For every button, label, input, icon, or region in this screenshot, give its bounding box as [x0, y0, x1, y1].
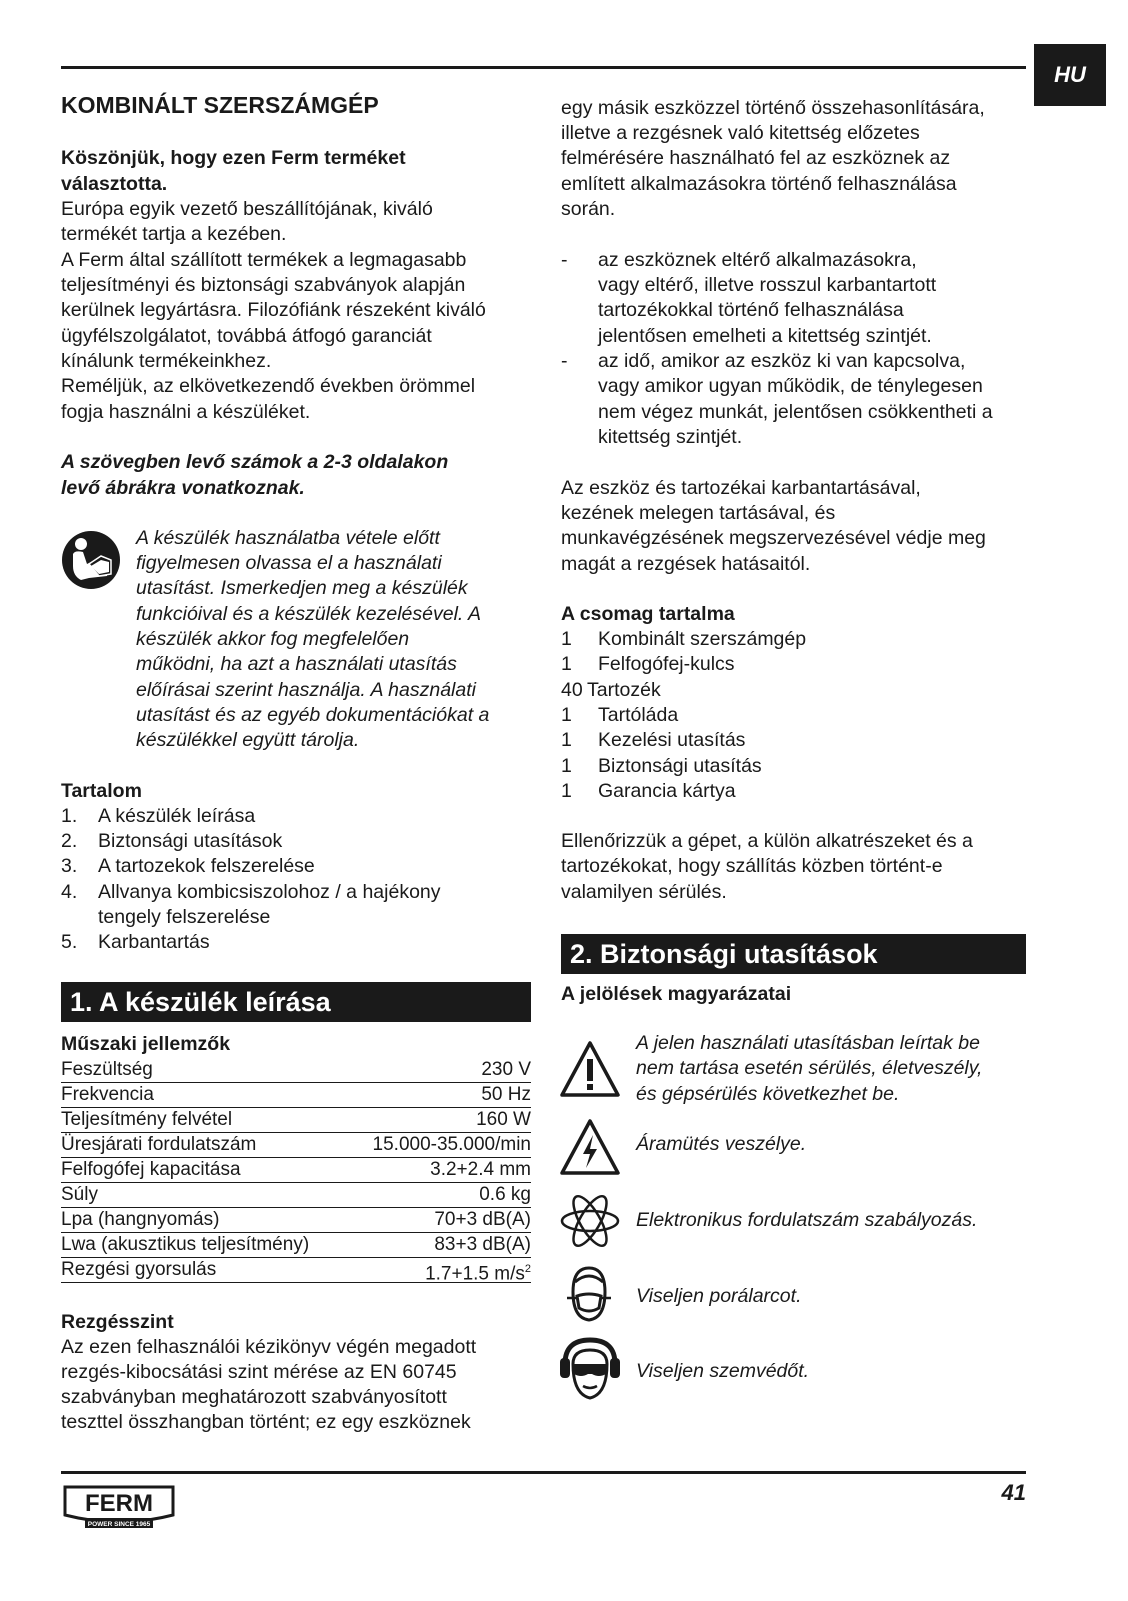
ferm-logo — [63, 1485, 175, 1531]
spec-value: 230 V — [481, 1059, 531, 1080]
intro-line: A Ferm által szállított termékek a legmagasabb — [61, 249, 467, 271]
numbers-note-line: A szövegben levő számok a 2-3 oldalakon — [61, 451, 449, 473]
read-manual-line: készülék akkor fog megfelelően — [136, 628, 410, 650]
symbols-title: A jelölések magyarázatai — [561, 983, 792, 1005]
intro-line: teljesítményi és biztonsági szabványok alapján — [61, 274, 466, 296]
spec-label: Súly — [61, 1184, 98, 1205]
spec-label: Feszültség — [61, 1059, 153, 1080]
bullet-dash: - — [561, 249, 568, 271]
section-1-heading: 1. A készülék leírása — [61, 982, 531, 1022]
spec-row — [61, 1232, 531, 1258]
eye-protection-icon — [559, 1336, 621, 1402]
thanks-line-1: Köszönjük, hogy ezen Ferm terméket — [61, 147, 406, 169]
spec-value: 50 Hz — [481, 1084, 531, 1105]
symbol-text: és gépsérülés következhet be. — [636, 1083, 900, 1105]
spec-label: Frekvencia — [61, 1084, 154, 1105]
spec-label: Lwa (akusztikus teljesítmény) — [61, 1234, 310, 1255]
contents-num: 3. — [61, 855, 78, 877]
contents-num: 4. — [61, 881, 78, 903]
section-2-heading: 2. Biztonsági utasítások — [561, 934, 1026, 974]
contents-num: 2. — [61, 830, 78, 852]
page-title: KOMBINÁLT SZERSZÁMGÉP — [61, 92, 379, 118]
electronic-speed-icon — [559, 1192, 621, 1250]
bullet-dash: - — [561, 350, 568, 372]
spec-label: Teljesítmény felvétel — [61, 1109, 233, 1130]
vibration-line: teszttel összhangban történt; ez egy eszköznek — [61, 1411, 471, 1433]
check-line: Ellenőrizzük a gépet, a külön alkatrészeket és a — [561, 830, 973, 852]
read-manual-line: utasítást és az egyéb dokumentációkat a — [136, 704, 490, 726]
numbers-note-line: levő ábrákra vonatkoznak. — [61, 477, 305, 499]
spec-row — [61, 1157, 531, 1183]
bullet-line: az eszköznek eltérő alkalmazásokra, — [598, 249, 917, 271]
package-item: Tartóláda — [598, 704, 679, 726]
thanks-line-2: választotta. — [61, 173, 168, 195]
package-item: Biztonsági utasítás — [598, 755, 762, 777]
package-item: Kezelési utasítás — [598, 729, 746, 751]
spec-value-text: 1.7+1.5 m/s — [425, 1263, 525, 1285]
logo-brand: FERM — [85, 1490, 153, 1517]
package-item: Kombinált szerszámgép — [598, 628, 807, 650]
spec-value: 160 W — [476, 1109, 531, 1130]
read-manual-line: A készülék használatba vétele előtt — [136, 527, 440, 549]
bullet-line: tartozékokkal történő felhasználása — [598, 299, 904, 321]
package-item: Felfogófej-kulcs — [598, 653, 735, 675]
spec-value: 83+3 dB(A) — [434, 1234, 531, 1255]
package-qty: 40 — [561, 679, 583, 701]
check-line: valamilyen sérülés. — [561, 881, 727, 903]
contents-item: tengely felszerelése — [98, 906, 271, 928]
bullet-line: vagy amikor ugyan működik, de ténylegesen — [598, 375, 983, 397]
intro-line: ügyfélszolgálatot, továbbá átfogó garanciát — [61, 325, 432, 347]
contents-item: A készülék leírása — [98, 805, 256, 827]
package-qty: 1 — [561, 704, 572, 726]
read-manual-line: működni, ha azt a használati utasítás — [136, 653, 457, 675]
contents-item: Biztonsági utasítások — [98, 830, 283, 852]
read-manual-line: utasítást. Ismerkedjen meg a készülék — [136, 577, 468, 599]
bottom-rule — [61, 1471, 1026, 1474]
protect-line: magát a rezgések hatásaitól. — [561, 553, 811, 575]
spec-label: Üresjárati fordulatszám — [61, 1134, 257, 1155]
continuation-line: említett alkalmazásokra történő felhasználása — [561, 173, 957, 195]
spec-row — [61, 1082, 531, 1108]
symbol-text: Áramütés veszélye. — [636, 1133, 807, 1155]
intro-line: kerülnek legyártásra. Filozófiánk részeként kiváló — [61, 299, 486, 321]
dust-mask-icon — [563, 1262, 615, 1326]
spec-row — [61, 1257, 531, 1283]
protect-line: kezének melegen tartásával, és — [561, 502, 836, 524]
bullet-line: az idő, amikor az eszköz ki van kapcsolva, — [598, 350, 966, 372]
vibration-line: rezgés-kibocsátási szint mérése az EN 60745 — [61, 1361, 457, 1383]
vibration-title: Rezgésszint — [61, 1311, 174, 1333]
specs-title: Műszaki jellemzők — [61, 1033, 231, 1055]
contents-num: 5. — [61, 931, 78, 953]
symbol-text: Viseljen szemvédőt. — [636, 1360, 810, 1382]
spec-row — [61, 1207, 531, 1233]
package-item: Garancia kártya — [598, 780, 736, 802]
spec-row — [61, 1182, 531, 1208]
spec-value: 15.000-35.000/min — [372, 1134, 531, 1155]
continuation-line: során. — [561, 198, 616, 220]
bullet-line: jelentősen emelheti a kitettség szintjét. — [598, 325, 932, 347]
spec-value — [425, 1257, 531, 1285]
contents-item: Allvanya kombicsiszolohoz / a hajékony — [98, 881, 441, 903]
read-manual-line: funkcióival és a készülék kezelésével. A — [136, 603, 482, 625]
spec-row — [61, 1132, 531, 1158]
contents-item: Karbantartás — [98, 931, 210, 953]
intro-line: termékét tartja a kezében. — [61, 223, 287, 245]
package-qty: 1 — [561, 653, 572, 675]
continuation-line: felmérésére használható fel az eszköznek az — [561, 147, 951, 169]
read-manual-line: készülékkel együtt tárolja. — [136, 729, 360, 751]
read-manual-icon — [61, 530, 121, 590]
intro-line: fogja használni a készüléket. — [61, 401, 311, 423]
spec-value: 3.2+2.4 mm — [430, 1159, 531, 1180]
symbol-text: A jelen használati utasításban leírtak be — [636, 1032, 980, 1054]
bullet-line: vagy eltérő, illetve rosszul karbantartott — [598, 274, 937, 296]
read-manual-line: figyelmesen olvassa el a használati — [136, 552, 442, 574]
package-qty: 1 — [561, 628, 572, 650]
page-number: 41 — [1001, 1480, 1026, 1505]
package-qty: 1 — [561, 780, 572, 802]
spec-value: 0.6 kg — [479, 1184, 531, 1205]
symbol-text: nem tartása esetén sérülés, életveszély, — [636, 1057, 983, 1079]
spec-label: Rezgési gyorsulás — [61, 1259, 217, 1280]
continuation-line: illetve a rezgésnek való kitettség előzetes — [561, 122, 920, 144]
read-manual-line: előírásai szerint használja. A használati — [136, 679, 476, 701]
package-title: A csomag tartalma — [561, 603, 735, 625]
language-tab: HU — [1034, 44, 1106, 106]
contents-item: A tartozekok felszerelése — [98, 855, 315, 877]
bullet-line: nem végez munkát, jelentősen csökkentheti a — [598, 401, 993, 423]
spec-value-superscript: 2 — [524, 1263, 531, 1275]
warning-icon — [559, 1040, 621, 1098]
vibration-line: Az ezen felhasználói kézikönyv végén megadott — [61, 1336, 477, 1358]
contents-num: 1. — [61, 805, 78, 827]
spec-row — [61, 1107, 531, 1133]
protect-line: munkavégzésének megszervezésével védje meg — [561, 527, 986, 549]
spec-value: 70+3 dB(A) — [434, 1209, 531, 1230]
check-line: tartozékokat, hogy szállítás közben történt-e — [561, 855, 943, 877]
spec-label: Lpa (hangnyomás) — [61, 1209, 220, 1230]
intro-line: Európa egyik vezető beszállítójának, kiváló — [61, 198, 433, 220]
package-qty: 1 — [561, 729, 572, 751]
package-qty: 1 — [561, 755, 572, 777]
package-item: Tartozék — [587, 679, 661, 701]
symbol-text: Viseljen porálarcot. — [636, 1285, 802, 1307]
electric-shock-icon — [559, 1118, 621, 1176]
symbol-text: Elektronikus fordulatszám szabályozás. — [636, 1209, 978, 1231]
protect-line: Az eszköz és tartozékai karbantartásával, — [561, 477, 921, 499]
logo-tagline: POWER SINCE 1965 — [87, 1521, 151, 1528]
bullet-line: kitettség szintjét. — [598, 426, 743, 448]
intro-line: kínálunk termékeinkhez. — [61, 350, 272, 372]
contents-title: Tartalom — [61, 780, 142, 802]
top-rule — [61, 66, 1026, 69]
continuation-line: egy másik eszközzel történő összehasonlítására, — [561, 97, 985, 119]
vibration-line: szabványban meghatározott szabványosított — [61, 1386, 447, 1408]
spec-row — [61, 1057, 531, 1083]
intro-line: Reméljük, az elkövetkezendő években örömmel — [61, 375, 476, 397]
spec-label: Felfogófej kapacitása — [61, 1159, 241, 1180]
